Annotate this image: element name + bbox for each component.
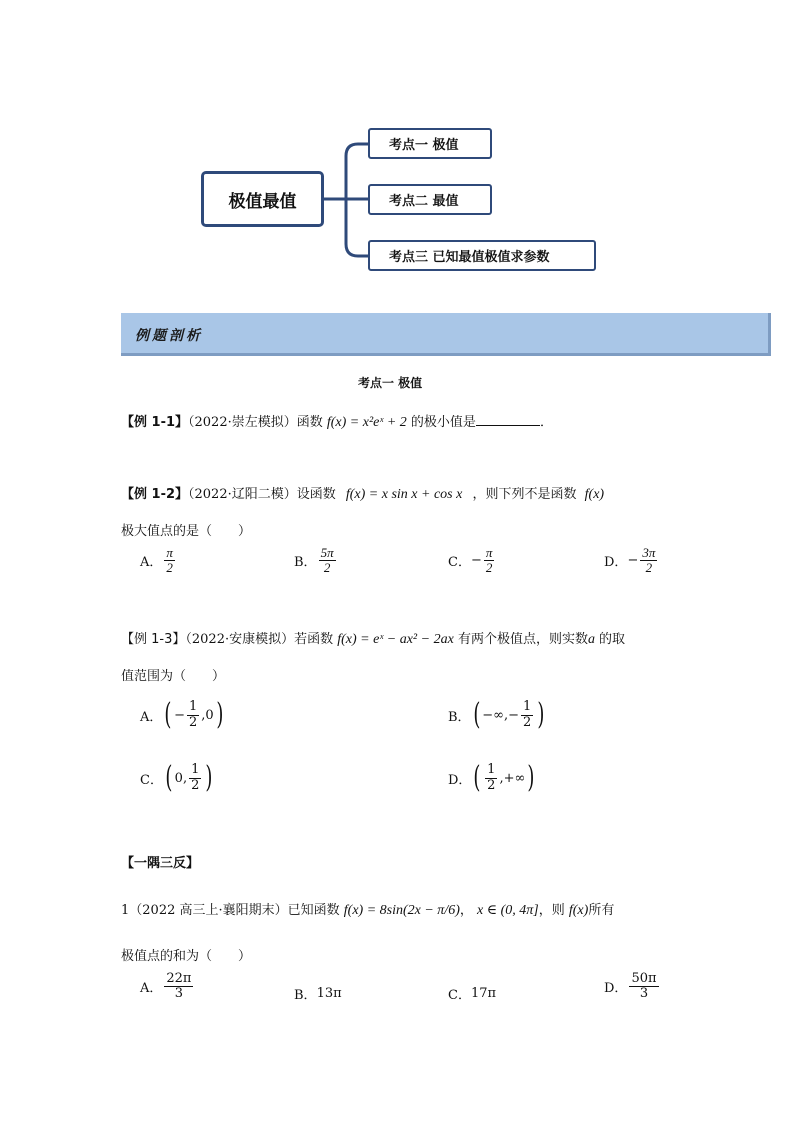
example-source: （2022·崇左模拟）函数 (188, 415, 323, 430)
denominator: 2 (487, 777, 496, 793)
denominator: 2 (485, 560, 493, 576)
option-label: A． (140, 555, 163, 571)
question-text: 的极小值是 (410, 415, 476, 430)
option-label: D． (604, 555, 628, 571)
option-value: 13π (316, 986, 342, 1001)
open-paren: ( (472, 697, 480, 732)
answer-blank (476, 413, 540, 426)
numerator: π (485, 545, 493, 560)
close-paren: ) (527, 760, 535, 795)
example-tag: 【例 1-2】 (121, 487, 189, 502)
option-label: D． (604, 981, 628, 997)
option-fraction (164, 546, 175, 576)
option-label: A． (140, 709, 163, 725)
option-a[interactable] (140, 546, 177, 576)
numerator: 1 (487, 762, 496, 778)
period: ． (539, 415, 553, 430)
denominator: 2 (523, 714, 532, 730)
minus: − (174, 707, 186, 723)
example-tag: 【例 1-1】 (121, 415, 189, 430)
question-text: ，则 (538, 903, 565, 918)
close-paren: ) (216, 697, 224, 732)
close-paren: ) (537, 697, 545, 732)
pos-infinity: ,+∞ (499, 770, 526, 786)
open-paren: ( (473, 760, 481, 795)
question-line-2: 极值点的和为（ ） (121, 949, 252, 964)
option-value: 17π (470, 986, 497, 1001)
formula: f(x) = 8sin(2x − π/6) (343, 903, 460, 918)
option-d[interactable] (604, 972, 661, 1002)
example-source: （2022·辽阳二模）设函数 (188, 487, 336, 502)
open-paren: ( (165, 760, 173, 795)
question-text-2: 的取 (598, 632, 625, 647)
option-b[interactable] (294, 984, 342, 1003)
open-paren: ( (164, 697, 172, 732)
mindmap-root: 极值最值 (201, 171, 324, 227)
mindmap-node-3: 考点三 已知最值极值求参数 (368, 240, 596, 271)
option-fraction (640, 546, 657, 576)
variable-a: a (587, 632, 595, 647)
neg-infinity: −∞,− (482, 707, 520, 723)
denominator: 2 (645, 560, 653, 576)
formula: f(x) = x²eˣ + 2 (326, 415, 407, 430)
option-label: D． (448, 772, 472, 788)
option-a[interactable] (140, 697, 225, 732)
question-prefix: 1（2022 高三上·襄阳期末）已知函数 (121, 903, 340, 918)
option-label: C． (140, 772, 163, 788)
option-fraction (521, 700, 533, 730)
option-b[interactable] (448, 697, 547, 732)
denominator: 2 (191, 777, 200, 793)
banner-title: 例题剖析 (135, 328, 203, 344)
option-c[interactable] (448, 546, 496, 576)
option-fraction (319, 546, 336, 576)
example-1-1 (121, 411, 553, 431)
practice-heading: 【一隅三反】 (121, 856, 200, 871)
numerator: 1 (191, 762, 200, 778)
question-line-2: 极大值点的是（ ） (121, 524, 252, 539)
numerator: 3π (642, 545, 656, 560)
option-sign: − (470, 553, 482, 569)
practice-question-1: 1（2022 高三上·襄阳期末）已知函数 f(x) = 8sin(2x − π/6)， x ∈ (0, 4π]，则 f(x)所有 (121, 903, 615, 918)
option-fraction (164, 972, 193, 1002)
numerator: 1 (523, 699, 532, 715)
question-text: ，则下列不是函数 (472, 487, 577, 502)
formula: f(x) = x sin x + cos x (345, 487, 463, 502)
mindmap-node-2: 考点二 最值 (368, 184, 492, 215)
option-d[interactable] (448, 760, 537, 795)
option-label: C． (448, 555, 471, 571)
section-banner (121, 313, 771, 356)
formula-fx: f(x) (584, 487, 605, 502)
example-1-2 (121, 483, 604, 503)
denominator: 3 (174, 986, 184, 1002)
domain: x ∈ (0, 4π] (477, 903, 539, 918)
option-label: A． (140, 981, 163, 997)
denominator: 2 (166, 560, 173, 576)
denominator: 2 (323, 560, 331, 576)
numerator: 5π (320, 545, 334, 560)
option-sign: − (627, 553, 639, 569)
numerator: π (166, 545, 173, 560)
option-c[interactable] (140, 760, 215, 795)
example-tag: 【例 1-3】 (121, 632, 186, 647)
option-c[interactable] (448, 984, 496, 1003)
zero: 0, (174, 770, 188, 786)
option-fraction (629, 972, 658, 1002)
numerator: 1 (189, 699, 198, 715)
denominator: 2 (189, 714, 198, 730)
option-b[interactable] (294, 546, 338, 576)
option-fraction (189, 763, 201, 793)
denominator: 3 (639, 986, 649, 1002)
option-fraction (485, 763, 497, 793)
section-title: 考点一 极值 (358, 376, 423, 390)
option-a[interactable] (140, 972, 195, 1002)
mindmap-node-1: 考点一 极值 (368, 128, 492, 159)
option-label: B． (294, 555, 317, 571)
numerator: 22π (166, 971, 192, 986)
close-paren: ) (205, 760, 213, 795)
option-label: B． (294, 988, 317, 1003)
question-text-2: 所有 (588, 903, 615, 918)
option-label: C． (448, 988, 471, 1003)
example-source: （2022·安康模拟）若函数 (185, 632, 334, 647)
option-d[interactable] (604, 546, 659, 576)
example-1-3 (121, 628, 625, 648)
formula: f(x) = eˣ − ax² − 2ax (337, 632, 454, 647)
formula-fx: f(x) (568, 903, 589, 918)
numerator: 50π (631, 971, 657, 986)
question-line-2: 值范围为（ ） (121, 669, 226, 684)
question-text: 有两个极值点，则实数 (457, 632, 588, 647)
option-fraction (484, 546, 495, 576)
option-fraction (187, 700, 199, 730)
separator: ,0 (201, 707, 214, 723)
option-label: B． (448, 709, 471, 725)
